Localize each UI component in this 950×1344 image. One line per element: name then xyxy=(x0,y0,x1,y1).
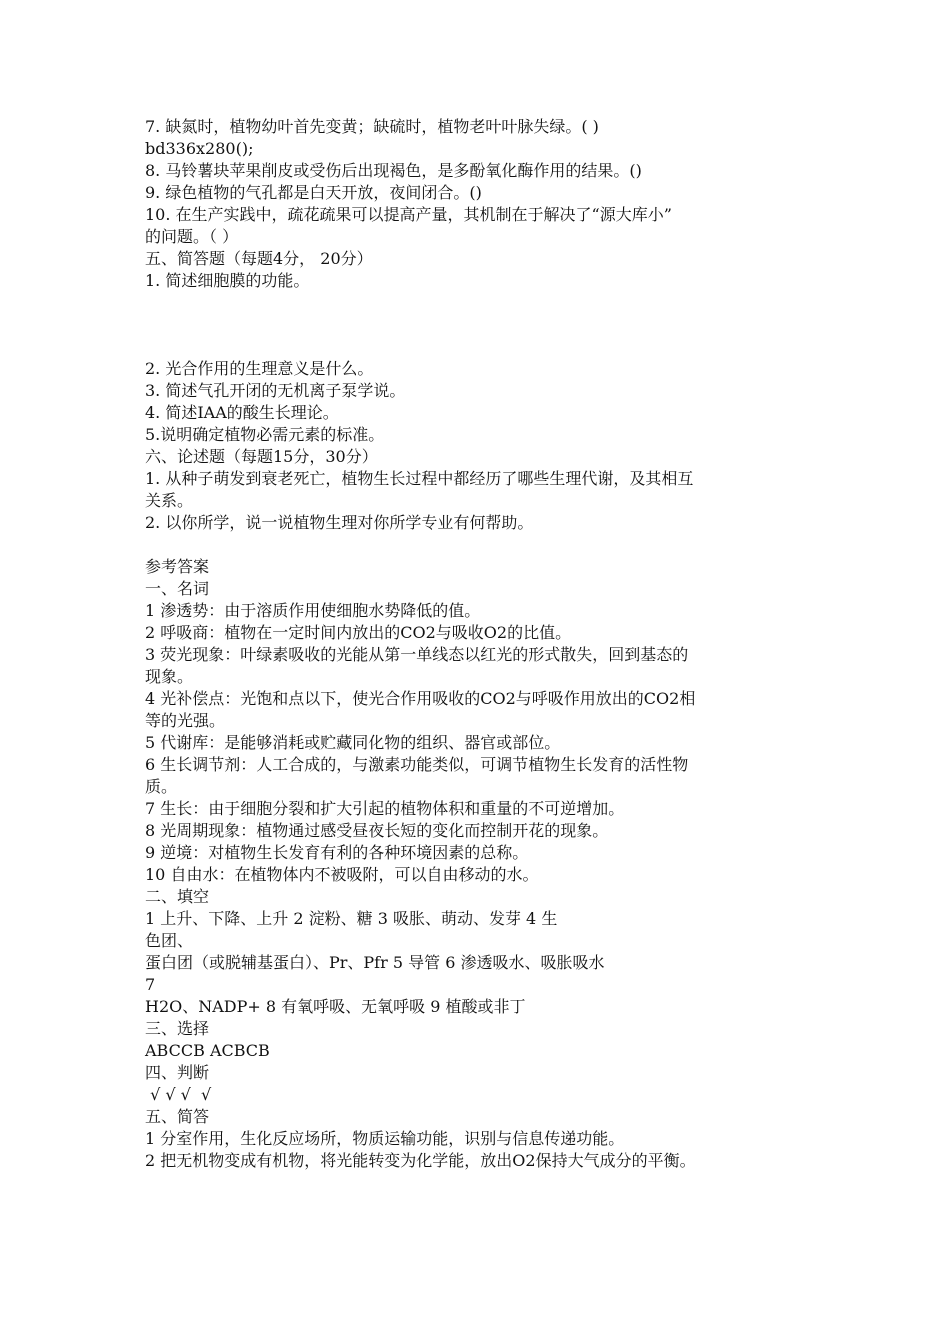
brief-header: 五、简答 xyxy=(145,1107,210,1126)
answers-title: 参考答案 xyxy=(145,557,210,576)
fill-answer-line: 蛋白团（或脱辅基蛋白）、Pr、Pfr 5 导管 6 渗透吸水、吸胀吸水 xyxy=(145,953,605,972)
fill-answer-line: H2O、NADP+ 8 有氧呼吸、无氧呼吸 9 植酸或非丁 xyxy=(145,997,526,1016)
term-answer: 7 生长：由于细胞分裂和扩大引起的植物体积和重量的不可逆增加。 xyxy=(145,799,625,818)
short-answer-question: 4. 简述IAA的酸生长理论。 xyxy=(145,403,339,422)
fill-answer-line: 色团、 xyxy=(145,931,194,950)
term-answer: 2 呼吸商：植物在一定时间内放出的CO2与吸收O2的比值。 xyxy=(145,623,572,642)
judgment-question: 8. 马铃薯块苹果削皮或受伤后出现褐色，是多酚氧化酶作用的结果。() xyxy=(145,161,642,180)
term-answer: 3 荧光现象：叶绿素吸收的光能从第一单线态以红光的形式散失，回到基态的 xyxy=(145,645,689,664)
fill-answer-line: 7 xyxy=(145,975,156,994)
choice-header: 三、选择 xyxy=(145,1019,210,1038)
essay-question-continued: 关系。 xyxy=(145,491,194,510)
answer-space xyxy=(145,292,810,358)
term-answer: 5 代谢库：是能够消耗或贮藏同化物的组织、器官或部位。 xyxy=(145,733,561,752)
essay-question: 2. 以你所学，说一说植物生理对你所学专业有何帮助。 xyxy=(145,513,534,532)
term-answer: 8 光周期现象：植物通过感受昼夜长短的变化而控制开花的现象。 xyxy=(145,821,609,840)
term-answer-continued: 等的光强。 xyxy=(145,711,226,730)
term-answer-continued: 现象。 xyxy=(145,667,194,686)
brief-answer: 1 分室作用，生化反应场所，物质运输功能，识别与信息传递功能。 xyxy=(145,1129,625,1148)
short-answer-header: 五、简答题（每题4分， 20分） xyxy=(145,249,373,268)
term-answer: 1 渗透势：由于溶质作用使细胞水势降低的值。 xyxy=(145,601,481,620)
fill-answer-line: 1 上升、下降、上升 2 淀粉、糖 3 吸胀、萌动、发芽 4 生 xyxy=(145,909,558,928)
short-answer-question: 5.说明确定植物必需元素的标准。 xyxy=(145,425,385,444)
judgment-question: 9. 绿色植物的气孔都是白天开放，夜间闭合。() xyxy=(145,183,482,202)
short-answer-question: 2. 光合作用的生理意义是什么。 xyxy=(145,359,374,378)
judgment-question: 10. 在生产实践中，疏花疏果可以提高产量，其机制在于解决了“源大库小” xyxy=(145,205,672,224)
term-answer-continued: 质。 xyxy=(145,777,178,796)
fill-header: 二、填空 xyxy=(145,887,210,906)
essay-question: 1. 从种子萌发到衰老死亡，植物生长过程中都经历了哪些生理代谢，及其相互 xyxy=(145,469,694,488)
judgment-question: 7. 缺氮时，植物幼叶首先变黄；缺硫时，植物老叶叶脉失绿。( ) xyxy=(145,117,599,136)
judge-header: 四、判断 xyxy=(145,1063,210,1082)
ad-code-text: bd336x280(); xyxy=(145,139,254,158)
term-answer: 4 光补偿点：光饱和点以下，使光合作用吸收的CO2与呼吸作用放出的CO2相 xyxy=(145,689,696,708)
terms-header: 一、名词 xyxy=(145,579,210,598)
term-answer: 10 自由水：在植物体内不被吸附，可以自由移动的水。 xyxy=(145,865,539,884)
term-answer: 6 生长调节剂：人工合成的，与激素功能类似，可调节植物生长发育的活性物 xyxy=(145,755,689,774)
essay-header: 六、论述题（每题15分，30分） xyxy=(145,447,378,466)
choice-answers: ABCCB ACBCB xyxy=(145,1041,270,1060)
judge-answers: √ √ √ √ xyxy=(145,1085,212,1104)
judgment-question-continued: 的问题。（ ） xyxy=(145,227,239,246)
short-answer-question: 1. 简述细胞膜的功能。 xyxy=(145,271,310,290)
short-answer-question: 3. 简述气孔开闭的无机离子泵学说。 xyxy=(145,381,406,400)
document-page xyxy=(145,116,810,1172)
brief-answer: 2 把无机物变成有机物，将光能转变为化学能，放出O2保持大气成分的平衡。 xyxy=(145,1151,696,1170)
term-answer: 9 逆境：对植物生长发育有利的各种环境因素的总称。 xyxy=(145,843,529,862)
section-spacer xyxy=(145,534,810,556)
